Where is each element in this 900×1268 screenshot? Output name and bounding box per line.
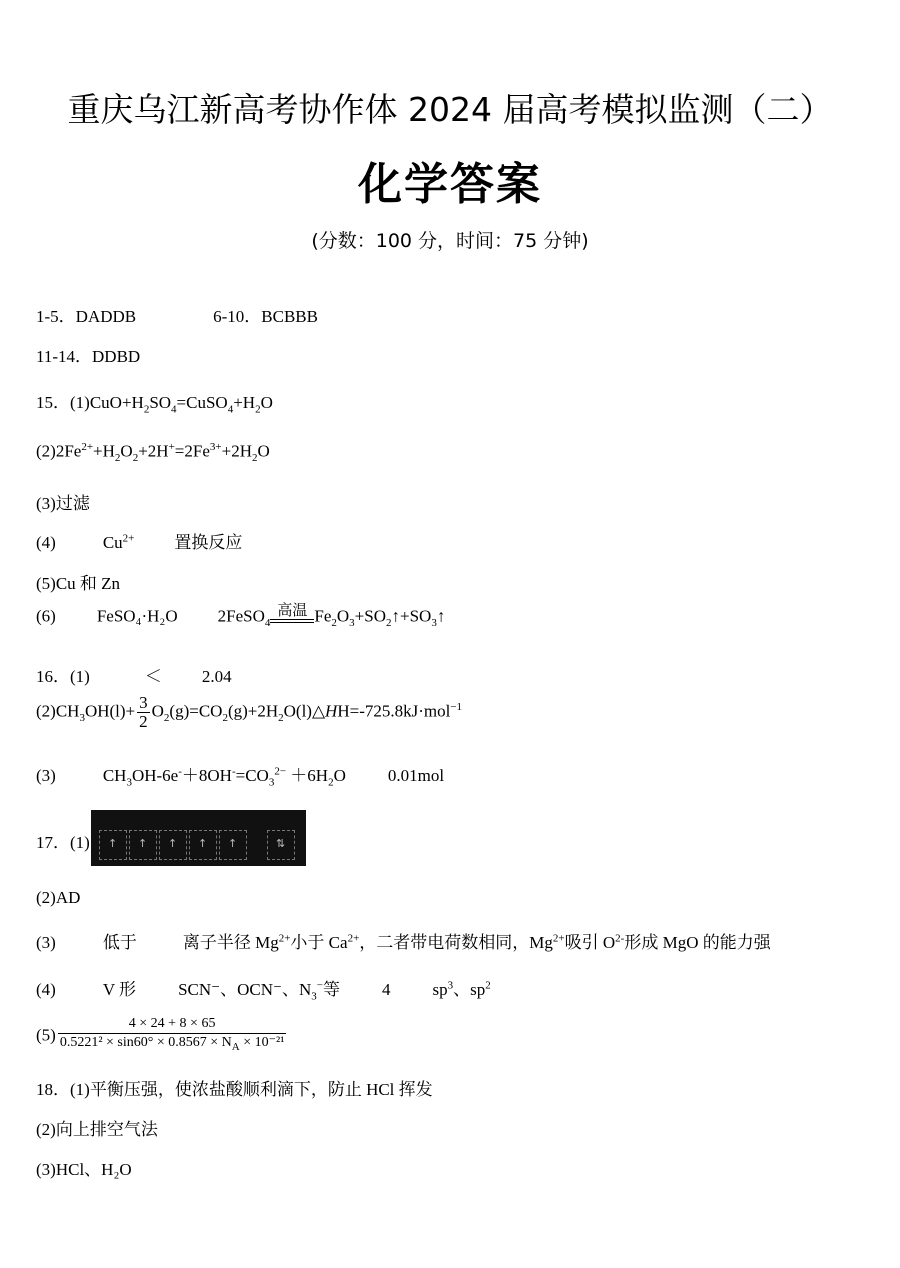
fraction-3-2: $\frac{3}{2}$	[139, 693, 148, 731]
q17-part3: (3) 低于 离子半径 $Mg^{2+}$小于 $Ca^{2+}$，二者带电荷数相同，$Mg^{2+}$吸引 $O^{2-}$形成 MgO 的能力强	[36, 932, 771, 952]
q15-part6: (6) FeSO₄·H₂O 2FeSO$_4$ 高温 $Fe_2O_3+SO_2↑+SO_3↑$	[36, 603, 446, 629]
q15-part5: (5)Cu 和 Zn	[36, 574, 121, 593]
mc-1-5: 1-5．DADDB	[36, 307, 137, 326]
mc-answers-row-1	[36, 302, 318, 327]
q15-part4: (4) $Cu^{2+}$ 置换反应	[36, 532, 243, 552]
q18-part3: (3)HCl、H₂O	[36, 1160, 132, 1179]
q17-part2: (2)AD	[36, 888, 81, 907]
q16-part3: (3) $CH_3OH-6e^-+8OH^-=CO_3^{2-} +6H_2O$ 0.01mol	[36, 765, 445, 789]
q18-part2: (2)向上排空气法	[36, 1120, 158, 1139]
subject-title: 化学答案	[358, 159, 542, 210]
q18-part1: 18．(1)平衡压强，使浓盐酸顺利滴下，防止 HCl 挥发	[36, 1080, 433, 1099]
q15-part1: 15．$(1)CuO+H_2SO_4=CuSO_4+H_2O$	[36, 393, 273, 416]
mc-11-14: 11-14．DDBD	[36, 347, 141, 366]
q16-part2: $(2)CH_3OH(l)+$ $\frac{3}{2}$ $O_2(g)=CO_2(g)+2H_2O(l)\triangle HH=-725.8kJ\cdot mol^{-1}$	[36, 693, 463, 731]
mc-answers-row-2	[36, 342, 140, 367]
exam-meta: (分数：100 分，时间：75 分钟)	[311, 230, 589, 252]
q16-part1: 16．(1) ＜ 2.04	[36, 667, 232, 686]
high-temp-equals: 高温	[270, 603, 314, 629]
q17-part4: (4) V 形 SCN⁻、OCN⁻、$N_3^-$等 4 $sp^3$、$sp^2$	[36, 979, 491, 1003]
q15-part3: (3)过滤	[36, 494, 90, 513]
q17-part5: (5) $\frac{4 \times 24 + 8 \times 65}{0.5221^2 \times \sin 60^\circ \times 0.8567 \times N_A \times 10^{-21}}$	[36, 1015, 288, 1056]
exam-title: 重庆乌江新高考协作体 2024 届高考模拟监测（二）	[67, 90, 833, 129]
mc-6-10: 6-10．BCBBB	[213, 307, 318, 326]
density-fraction: $\frac{4 \times 24 + 8 \times 65}{0.5221^2 \times \sin 60^\circ \times 0.8567 \times N_A \times 10^{-21}}$	[59, 1016, 285, 1053]
q15-formula: FeSO₄·H₂O	[96, 606, 178, 626]
orbital-diagram-image: ↑ ↑ ↑ ↑ ↑ ⇅	[91, 810, 306, 866]
q17-part1: 17．(1)	[36, 833, 90, 852]
q15-part2: $(2)2Fe^{2+}+H_2O_2+2H^+=2Fe^{3+}+2H_2O$	[36, 441, 270, 465]
